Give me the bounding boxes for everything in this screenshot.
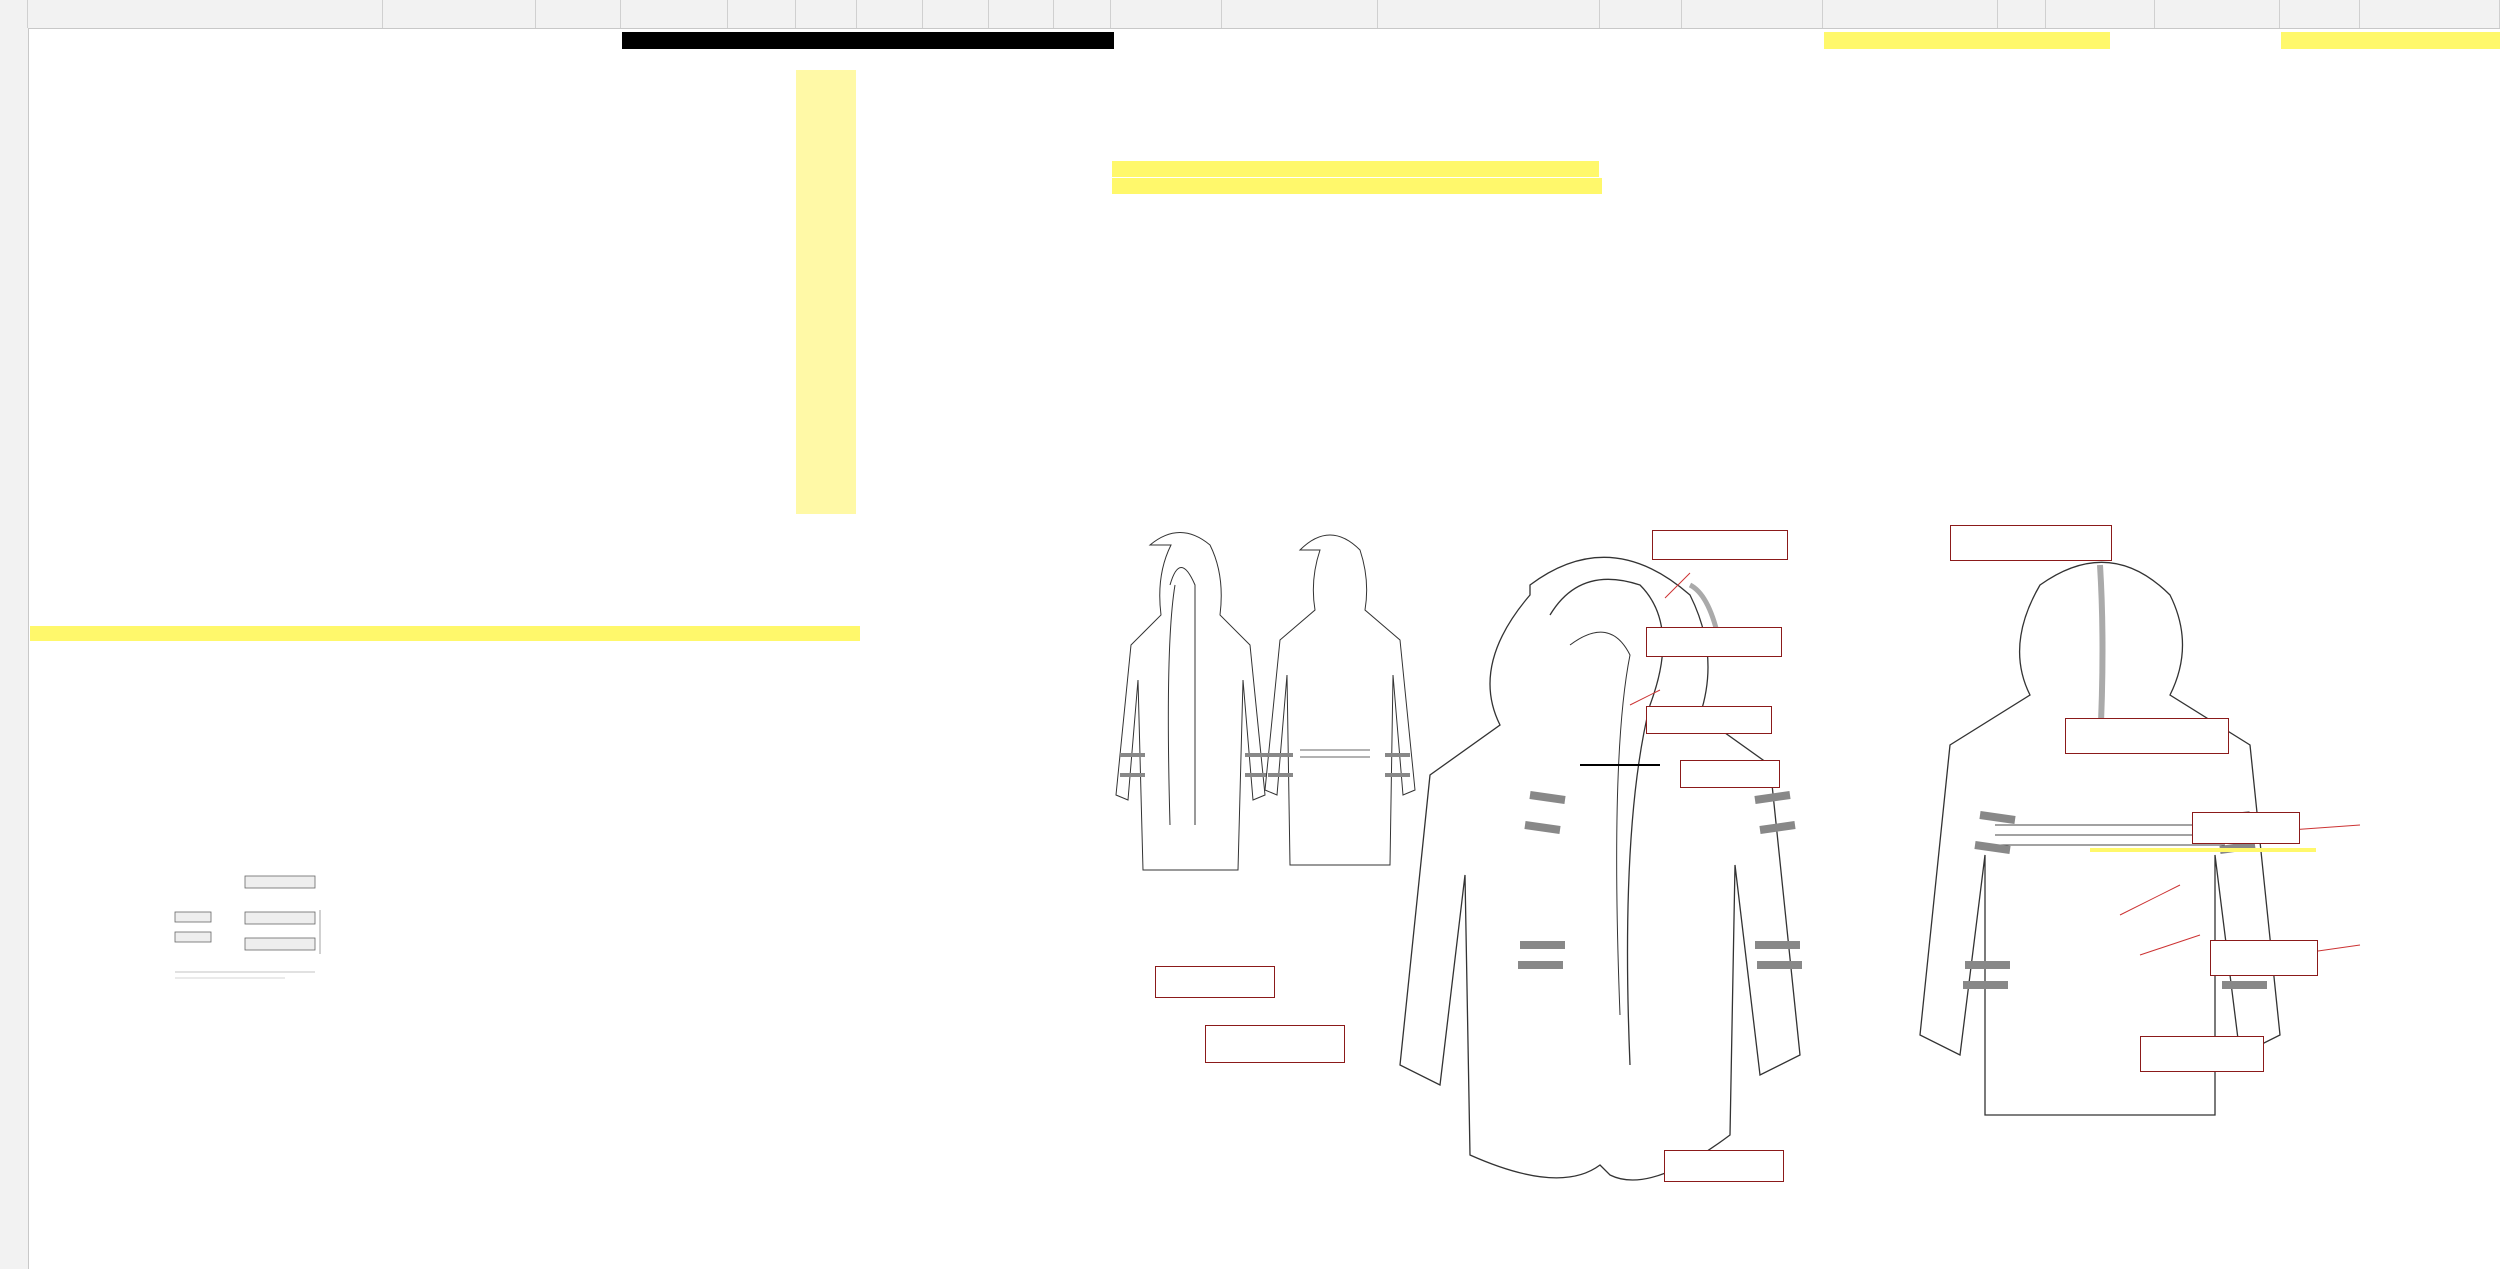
column-header-r[interactable]	[1998, 0, 2046, 28]
column-header-k[interactable]	[1054, 0, 1111, 28]
note-stripe-overlay	[2090, 848, 2316, 852]
column-header-m[interactable]	[1222, 0, 1378, 28]
note-cn-stripe-2[interactable]	[2210, 940, 2318, 976]
note-cn-silk[interactable]	[1646, 627, 1782, 657]
nz-leather[interactable]	[1112, 178, 1602, 194]
column-header-i[interactable]	[923, 0, 989, 28]
column-header-h[interactable]	[857, 0, 923, 28]
column-header-c[interactable]	[383, 0, 536, 28]
note-cn-hem[interactable]	[1664, 1150, 1784, 1182]
cont-fabric-b-label	[1112, 161, 1115, 175]
note-cn-neck-bind[interactable]	[1646, 706, 1772, 734]
note-cn-cuff[interactable]	[2140, 1036, 2264, 1072]
cont-fabric-b-row[interactable]	[1112, 161, 1599, 177]
reference-style-extra[interactable]	[2281, 32, 2500, 49]
note-cn-strap[interactable]	[1652, 530, 1788, 560]
column-header-v[interactable]	[2360, 0, 2500, 28]
garment-sketch	[1100, 525, 2500, 1245]
note-cn-zip[interactable]	[1155, 966, 1275, 998]
column-header-q[interactable]	[1823, 0, 1998, 28]
column-header-g[interactable]	[796, 0, 857, 28]
column-header-o[interactable]	[1600, 0, 1682, 28]
column-header-l[interactable]	[1111, 0, 1222, 28]
column-header-f[interactable]	[728, 0, 796, 28]
column-header-s[interactable]	[2046, 0, 2155, 28]
row-header-strip	[0, 28, 29, 1269]
column-header-t[interactable]	[2155, 0, 2280, 28]
collection-title[interactable]	[622, 32, 1114, 49]
label-placement-drawing	[165, 872, 335, 992]
column-header-a[interactable]	[0, 0, 28, 28]
column-header-j[interactable]	[989, 0, 1054, 28]
note-cn-pocket[interactable]	[1205, 1025, 1345, 1063]
note-cn-stripe-1[interactable]	[2192, 812, 2300, 844]
column-header-bar	[0, 0, 2500, 29]
column-header-p[interactable]	[1682, 0, 1823, 28]
new-meas-highlight	[796, 70, 856, 514]
note-cn-strap-2[interactable]	[1950, 525, 2112, 561]
column-header-n[interactable]	[1378, 0, 1600, 28]
column-header-d[interactable]	[536, 0, 621, 28]
not-washed-banner[interactable]	[30, 626, 860, 641]
note-cn-sleeve[interactable]	[1680, 760, 1780, 788]
reference-style-value[interactable]	[1824, 32, 2110, 49]
column-header-e[interactable]	[621, 0, 728, 28]
column-header-b[interactable]	[28, 0, 383, 28]
column-header-u[interactable]	[2280, 0, 2360, 28]
note-cn-contrast[interactable]	[2065, 718, 2229, 754]
